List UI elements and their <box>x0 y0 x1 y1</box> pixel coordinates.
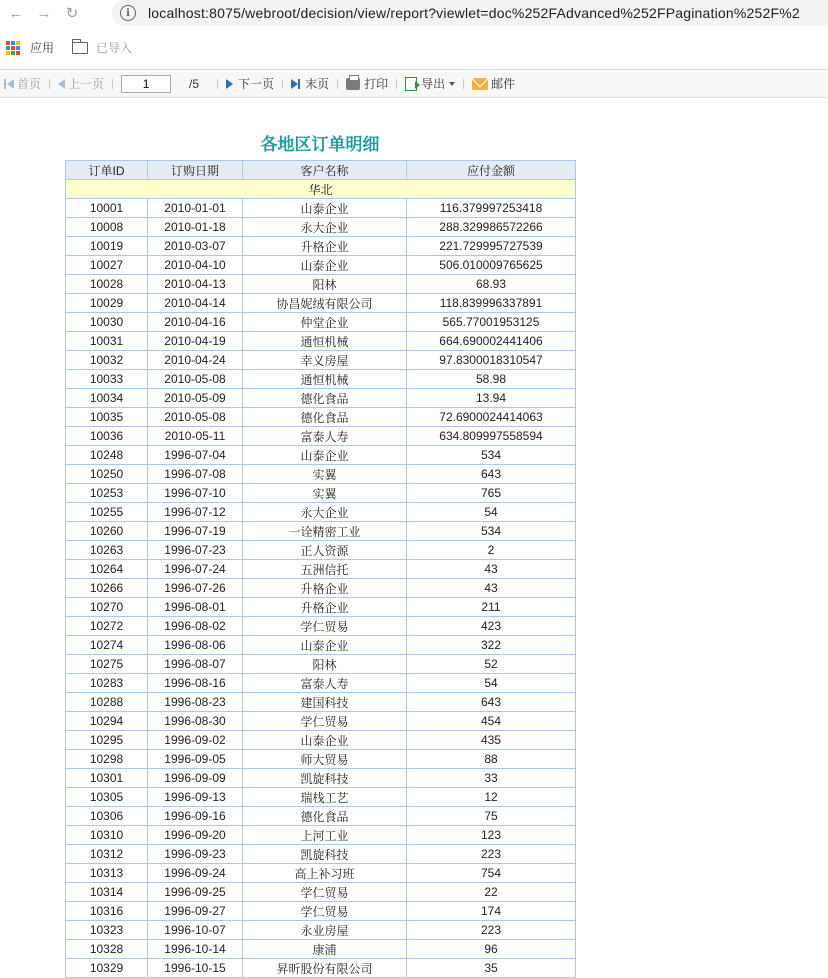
cell-order-id: 10294 <box>66 712 148 731</box>
cell-order-date: 1996-07-26 <box>148 579 243 598</box>
cell-order-id: 10288 <box>66 693 148 712</box>
header-order-id: 订单ID <box>66 161 148 180</box>
cell-customer-name: 建国科技 <box>243 693 407 712</box>
cell-customer-name: 永业房屋 <box>243 921 407 940</box>
cell-amount-due: 534 <box>407 446 576 465</box>
cell-customer-name: 山泰企业 <box>243 636 407 655</box>
cell-order-id: 10019 <box>66 237 148 256</box>
header-order-date: 订购日期 <box>148 161 243 180</box>
cell-order-date: 2010-04-16 <box>148 313 243 332</box>
table-row <box>66 826 576 845</box>
cell-order-id: 10283 <box>66 674 148 693</box>
cell-order-date: 2010-04-24 <box>148 351 243 370</box>
cell-order-id: 10030 <box>66 313 148 332</box>
print-button[interactable] <box>342 75 392 92</box>
cell-customer-name: 阳林 <box>243 275 407 294</box>
cell-order-date: 1996-07-19 <box>148 522 243 541</box>
table-row <box>66 503 576 522</box>
first-page-label: 首页 <box>17 77 42 91</box>
cell-order-date: 1996-09-25 <box>148 883 243 902</box>
region-row <box>66 180 576 199</box>
email-button[interactable] <box>468 75 519 92</box>
cell-amount-due: 35 <box>407 959 576 978</box>
cell-customer-name: 仲堂企业 <box>243 313 407 332</box>
cell-customer-name: 协昌妮绒有限公司 <box>243 294 407 313</box>
cell-order-id: 10008 <box>66 218 148 237</box>
table-row <box>66 845 576 864</box>
cell-amount-due: 22 <box>407 883 576 902</box>
table-row <box>66 712 576 731</box>
cell-order-date: 2010-05-11 <box>148 427 243 446</box>
cell-order-id: 10263 <box>66 541 148 560</box>
cell-order-date: 1996-09-13 <box>148 788 243 807</box>
prev-page-label: 上一页 <box>68 77 105 91</box>
table-row <box>66 408 576 427</box>
cell-order-date: 2010-04-10 <box>148 256 243 275</box>
cell-order-date: 1996-08-01 <box>148 598 243 617</box>
table-row <box>66 674 576 693</box>
cell-amount-due: 423 <box>407 617 576 636</box>
cell-customer-name: 升格企业 <box>243 598 407 617</box>
table-row <box>66 294 576 313</box>
cell-amount-due: 534 <box>407 522 576 541</box>
table-row <box>66 218 576 237</box>
cell-amount-due: 54 <box>407 503 576 522</box>
cell-order-date: 1996-09-09 <box>148 769 243 788</box>
printer-icon <box>346 78 360 90</box>
first-page-icon <box>4 79 6 89</box>
arrow-right-icon: → <box>36 4 52 22</box>
cell-order-date: 1996-09-24 <box>148 864 243 883</box>
cell-customer-name: 升格企业 <box>243 579 407 598</box>
reload-button[interactable] <box>58 0 86 26</box>
cell-order-date: 1996-07-23 <box>148 541 243 560</box>
cell-order-id: 10264 <box>66 560 148 579</box>
table-row <box>66 655 576 674</box>
prev-page-icon <box>58 79 65 89</box>
cell-order-id: 10248 <box>66 446 148 465</box>
cell-order-date: 1996-09-27 <box>148 902 243 921</box>
table-row <box>66 750 576 769</box>
cell-amount-due: 211 <box>407 598 576 617</box>
cell-amount-due: 754 <box>407 864 576 883</box>
cell-amount-due: 58.98 <box>407 370 576 389</box>
cell-order-date: 2010-05-09 <box>148 389 243 408</box>
print-label: 打印 <box>364 77 389 91</box>
cell-order-id: 10270 <box>66 598 148 617</box>
export-icon <box>405 77 417 91</box>
cell-order-date: 2010-05-08 <box>148 370 243 389</box>
table-row <box>66 522 576 541</box>
cell-customer-name: 山泰企业 <box>243 256 407 275</box>
cell-order-date: 1996-07-24 <box>148 560 243 579</box>
cell-order-id: 10027 <box>66 256 148 275</box>
table-header-row <box>66 161 576 180</box>
table-row <box>66 237 576 256</box>
table-row <box>66 465 576 484</box>
cell-order-id: 10266 <box>66 579 148 598</box>
table-row <box>66 864 576 883</box>
cell-amount-due: 97.8300018310547 <box>407 351 576 370</box>
cell-order-id: 10032 <box>66 351 148 370</box>
cell-amount-due: 664.690002441406 <box>407 332 576 351</box>
report-title: 各地区订单明细 <box>260 135 380 155</box>
cell-amount-due: 643 <box>407 693 576 712</box>
header-amount-due: 应付金额 <box>407 161 576 180</box>
cell-order-date: 2010-04-13 <box>148 275 243 294</box>
cell-order-date: 1996-08-06 <box>148 636 243 655</box>
cell-amount-due: 565.77001953125 <box>407 313 576 332</box>
cell-order-date: 1996-07-10 <box>148 484 243 503</box>
cell-amount-due: 634.809997558594 <box>407 427 576 446</box>
cell-order-date: 1996-10-15 <box>148 959 243 978</box>
cell-order-id: 10323 <box>66 921 148 940</box>
toolbar-divider <box>49 79 50 89</box>
cell-order-id: 10253 <box>66 484 148 503</box>
toolbar-divider <box>282 79 283 89</box>
table-row <box>66 446 576 465</box>
cell-customer-name: 永大企业 <box>243 218 407 237</box>
browser-nav-bar <box>0 0 828 26</box>
cell-order-id: 10306 <box>66 807 148 826</box>
cell-amount-due: 33 <box>407 769 576 788</box>
address-bar[interactable] <box>112 0 828 26</box>
cell-order-date: 2010-01-01 <box>148 199 243 218</box>
cell-order-date: 1996-08-16 <box>148 674 243 693</box>
cell-customer-name: 实翼 <box>243 484 407 503</box>
cell-order-id: 10275 <box>66 655 148 674</box>
email-label: 邮件 <box>491 77 516 91</box>
cell-order-id: 10028 <box>66 275 148 294</box>
header-customer-name: 客户名称 <box>243 161 407 180</box>
prev-page-button[interactable] <box>54 75 108 92</box>
cell-customer-name: 正人资源 <box>243 541 407 560</box>
cell-order-id: 10029 <box>66 294 148 313</box>
cell-customer-name: 学仁贸易 <box>243 902 407 921</box>
cell-amount-due: 75 <box>407 807 576 826</box>
table-row <box>66 883 576 902</box>
next-page-icon <box>226 79 233 89</box>
table-row <box>66 617 576 636</box>
cell-customer-name: 五洲信托 <box>243 560 407 579</box>
last-page-label: 末页 <box>305 77 330 91</box>
table-row <box>66 769 576 788</box>
cell-order-date: 1996-10-14 <box>148 940 243 959</box>
toolbar-divider <box>217 79 218 89</box>
cell-order-id: 10036 <box>66 427 148 446</box>
cell-amount-due: 12 <box>407 788 576 807</box>
cell-order-date: 1996-08-23 <box>148 693 243 712</box>
cell-customer-name: 山泰企业 <box>243 731 407 750</box>
table-row <box>66 199 576 218</box>
cell-order-id: 10035 <box>66 408 148 427</box>
cell-amount-due: 123 <box>407 826 576 845</box>
cell-customer-name: 通恒机械 <box>243 370 407 389</box>
cell-amount-due: 118.839996337891 <box>407 294 576 313</box>
report-toolbar <box>0 70 828 98</box>
region-label: 华北 <box>66 180 576 199</box>
cell-order-date: 2010-04-14 <box>148 294 243 313</box>
cell-order-date: 1996-09-23 <box>148 845 243 864</box>
cell-order-id: 10298 <box>66 750 148 769</box>
cell-order-date: 2010-01-18 <box>148 218 243 237</box>
info-icon[interactable]: i <box>120 5 136 21</box>
cell-order-date: 1996-08-02 <box>148 617 243 636</box>
cell-order-id: 10034 <box>66 389 148 408</box>
cell-order-id: 10313 <box>66 864 148 883</box>
cell-amount-due: 643 <box>407 465 576 484</box>
cell-order-id: 10033 <box>66 370 148 389</box>
toolbar-divider <box>337 79 338 89</box>
cell-customer-name: 一诠精密工业 <box>243 522 407 541</box>
toolbar-divider <box>463 79 464 89</box>
table-row <box>66 807 576 826</box>
next-page-button[interactable] <box>222 75 278 92</box>
cell-amount-due: 765 <box>407 484 576 503</box>
cell-customer-name: 学仁贸易 <box>243 617 407 636</box>
bookmark-apps[interactable] <box>6 39 54 56</box>
bookmark-apps-label: 应用 <box>30 41 55 55</box>
cell-order-id: 10310 <box>66 826 148 845</box>
first-page-arrow-icon <box>7 79 14 89</box>
cell-customer-name: 德化食品 <box>243 807 407 826</box>
order-table <box>65 160 576 978</box>
cell-customer-name: 德化食品 <box>243 389 407 408</box>
cell-order-id: 10255 <box>66 503 148 522</box>
cell-order-id: 10031 <box>66 332 148 351</box>
table-row <box>66 427 576 446</box>
cell-amount-due: 96 <box>407 940 576 959</box>
table-row <box>66 902 576 921</box>
cell-customer-name: 升格企业 <box>243 237 407 256</box>
table-row <box>66 598 576 617</box>
cell-amount-due: 288.329986572266 <box>407 218 576 237</box>
cell-customer-name: 山泰企业 <box>243 446 407 465</box>
table-row <box>66 370 576 389</box>
cell-order-date: 1996-09-16 <box>148 807 243 826</box>
table-row <box>66 351 576 370</box>
cell-order-id: 10314 <box>66 883 148 902</box>
cell-customer-name: 通恒机械 <box>243 332 407 351</box>
cell-amount-due: 13.94 <box>407 389 576 408</box>
export-button[interactable] <box>401 75 459 92</box>
table-row <box>66 693 576 712</box>
cell-order-date: 1996-07-04 <box>148 446 243 465</box>
cell-customer-name: 凯旋科技 <box>243 845 407 864</box>
cell-order-date: 1996-09-20 <box>148 826 243 845</box>
cell-order-id: 10328 <box>66 940 148 959</box>
cell-amount-due: 454 <box>407 712 576 731</box>
cell-customer-name: 山泰企业 <box>243 199 407 218</box>
url-text[interactable]: localhost:8075/webroot/decision/view/report?viewlet=doc%252FAdvanced%252FPagination%252F%2 <box>148 5 800 21</box>
cell-customer-name: 康浦 <box>243 940 407 959</box>
cell-order-id: 10301 <box>66 769 148 788</box>
cell-order-date: 1996-08-07 <box>148 655 243 674</box>
cell-customer-name: 德化食品 <box>243 408 407 427</box>
cell-order-date: 1996-07-12 <box>148 503 243 522</box>
cell-amount-due: 52 <box>407 655 576 674</box>
cell-amount-due: 43 <box>407 560 576 579</box>
cell-order-date: 1996-10-07 <box>148 921 243 940</box>
cell-order-date: 1996-09-05 <box>148 750 243 769</box>
total-pages: /5 <box>189 76 200 91</box>
toolbar-divider <box>396 79 397 89</box>
cell-customer-name: 幸义房屋 <box>243 351 407 370</box>
chevron-down-icon <box>449 82 455 86</box>
cell-customer-name: 高上补习班 <box>243 864 407 883</box>
table-row <box>66 636 576 655</box>
mail-icon <box>472 78 488 90</box>
cell-order-id: 10260 <box>66 522 148 541</box>
last-page-icon <box>291 79 298 89</box>
table-row <box>66 541 576 560</box>
cell-customer-name: 学仁贸易 <box>243 883 407 902</box>
table-row <box>66 313 576 332</box>
cell-customer-name: 阳林 <box>243 655 407 674</box>
last-page-button[interactable] <box>287 75 333 92</box>
cell-amount-due: 221.729995727539 <box>407 237 576 256</box>
cell-customer-name: 凯旋科技 <box>243 769 407 788</box>
cell-order-date: 1996-09-02 <box>148 731 243 750</box>
table-row <box>66 560 576 579</box>
table-row <box>66 389 576 408</box>
cell-order-id: 10274 <box>66 636 148 655</box>
cell-amount-due: 223 <box>407 845 576 864</box>
cell-amount-due: 68.93 <box>407 275 576 294</box>
cell-order-date: 2010-03-07 <box>148 237 243 256</box>
last-page-bar-icon <box>298 79 300 89</box>
cell-order-date: 2010-05-08 <box>148 408 243 427</box>
cell-order-id: 10250 <box>66 465 148 484</box>
export-label: 导出 <box>421 77 446 91</box>
cell-amount-due: 435 <box>407 731 576 750</box>
cell-order-id: 10272 <box>66 617 148 636</box>
cell-order-date: 1996-07-08 <box>148 465 243 484</box>
toolbar-divider <box>112 79 113 89</box>
cell-amount-due: 54 <box>407 674 576 693</box>
cell-order-date: 2010-04-19 <box>148 332 243 351</box>
cell-customer-name: 学仁贸易 <box>243 712 407 731</box>
cell-customer-name: 昇昕股份有限公司 <box>243 959 407 978</box>
cell-order-id: 10329 <box>66 959 148 978</box>
apps-icon <box>6 41 20 55</box>
cell-amount-due: 174 <box>407 902 576 921</box>
table-row <box>66 788 576 807</box>
cell-customer-name: 实翼 <box>243 465 407 484</box>
arrow-left-icon: ← <box>8 4 24 22</box>
table-row <box>66 731 576 750</box>
folder-icon <box>72 42 88 54</box>
cell-order-id: 10316 <box>66 902 148 921</box>
cell-order-id: 10312 <box>66 845 148 864</box>
cell-order-date: 1996-08-30 <box>148 712 243 731</box>
cell-order-id: 10305 <box>66 788 148 807</box>
back-button[interactable] <box>2 0 30 26</box>
cell-customer-name: 上河工业 <box>243 826 407 845</box>
cell-customer-name: 永大企业 <box>243 503 407 522</box>
cell-order-id: 10001 <box>66 199 148 218</box>
forward-button[interactable] <box>30 0 58 26</box>
table-row <box>66 484 576 503</box>
cell-amount-due: 506.010009765625 <box>407 256 576 275</box>
cell-amount-due: 72.6900024414063 <box>407 408 576 427</box>
cell-amount-due: 322 <box>407 636 576 655</box>
cell-amount-due: 223 <box>407 921 576 940</box>
bookmark-imported[interactable] <box>72 39 132 56</box>
cell-amount-due: 43 <box>407 579 576 598</box>
bookmark-imported-label: 已导入 <box>96 41 133 55</box>
cell-amount-due: 88 <box>407 750 576 769</box>
bookmarks-bar <box>0 26 828 70</box>
table-row <box>66 275 576 294</box>
table-row <box>66 921 576 940</box>
table-row <box>66 579 576 598</box>
first-page-button[interactable] <box>0 75 45 92</box>
page-number-input[interactable] <box>121 75 171 93</box>
reload-icon: ↻ <box>65 5 79 22</box>
next-page-label: 下一页 <box>238 77 275 91</box>
table-row <box>66 256 576 275</box>
cell-customer-name: 师大贸易 <box>243 750 407 769</box>
table-row <box>66 332 576 351</box>
table-row <box>66 940 576 959</box>
cell-customer-name: 富泰人寿 <box>243 427 407 446</box>
cell-customer-name: 瑞栈工艺 <box>243 788 407 807</box>
cell-amount-due: 2 <box>407 541 576 560</box>
cell-amount-due: 116.379997253418 <box>407 199 576 218</box>
cell-customer-name: 富泰人寿 <box>243 674 407 693</box>
cell-order-id: 10295 <box>66 731 148 750</box>
